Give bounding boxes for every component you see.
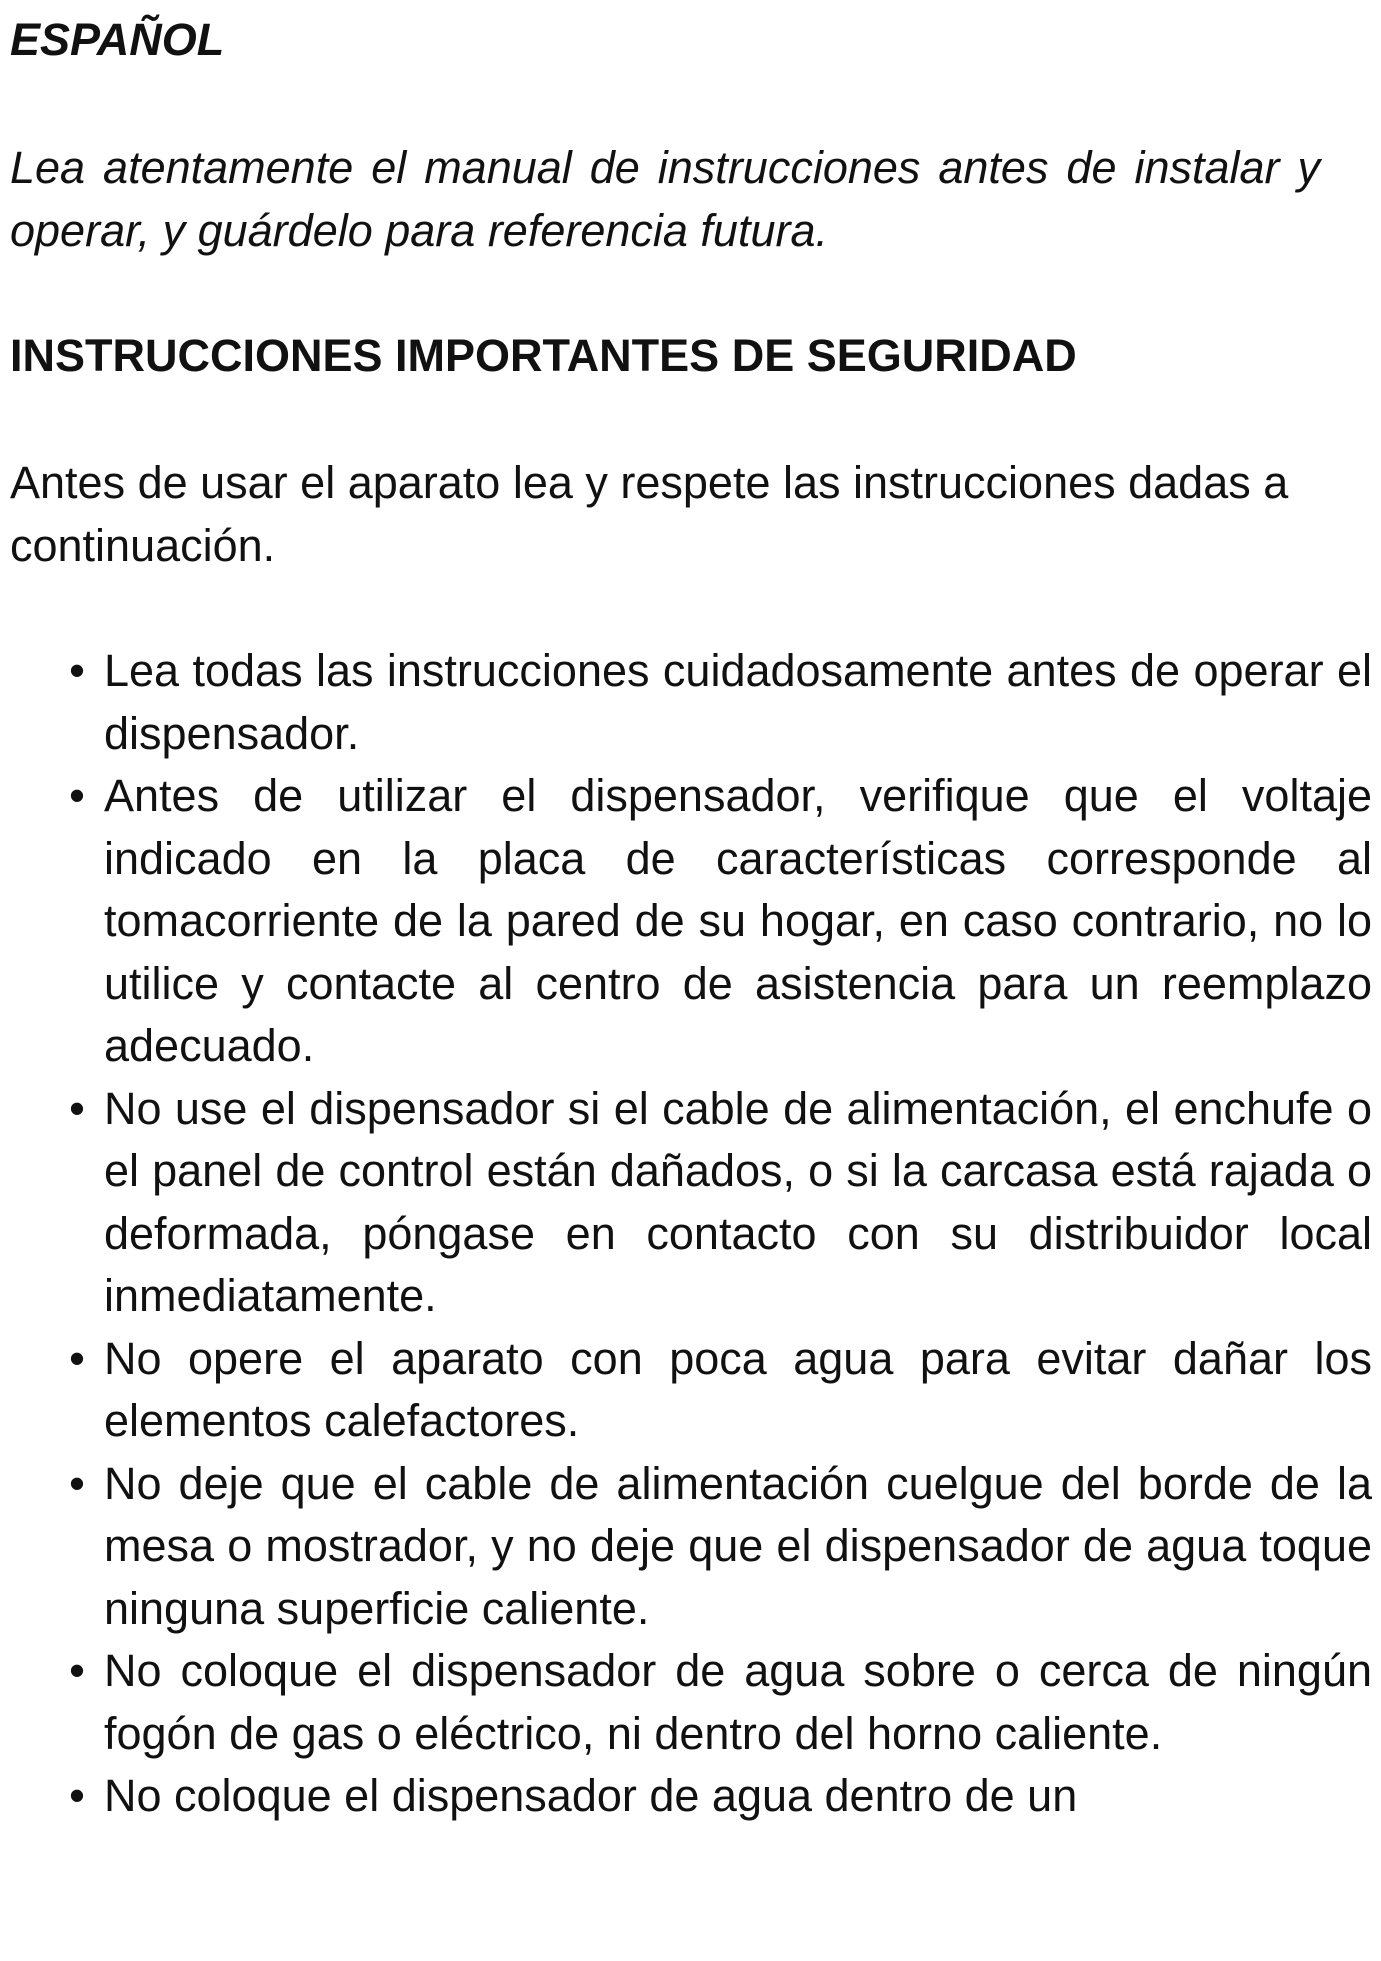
safety-instruction-item: [10, 1453, 1372, 1641]
bullet-icon: •: [69, 1770, 85, 1821]
safety-lead-paragraph: Antes de usar el aparato lea y respete las instrucciones dadas a continuación.: [10, 457, 1289, 571]
safety-section-title: INSTRUCCIONES IMPORTANTES DE SEGURIDAD: [10, 330, 1077, 381]
bullet-icon: •: [69, 1332, 85, 1384]
safety-instruction-item: [10, 1328, 1372, 1453]
safety-instruction-text: No deje que el cable de alimentación cuelgue del borde de la mesa o mostrador, y no deje que el dispensador de agua toque ninguna superficie caliente.: [104, 1457, 1372, 1634]
safety-instruction-item: [10, 640, 1372, 765]
safety-instruction-text: No opere el aparato con poca agua para evitar dañar los elementos calefactores.: [104, 1332, 1372, 1446]
safety-instruction-item: [10, 765, 1372, 1078]
bullet-icon: •: [69, 1457, 85, 1509]
bullet-icon: •: [69, 1082, 85, 1134]
safety-instruction-item: [10, 1640, 1372, 1765]
bullet-icon: •: [69, 1645, 85, 1696]
safety-instruction-text: No coloque el dispensador de agua sobre o cerca de ningún fogón de gas o eléctrico, ni dentro del horno caliente.: [104, 1645, 1372, 1759]
bullet-icon: •: [69, 645, 85, 696]
safety-instruction-text: Lea todas las instrucciones cuidadosamente antes de operar el dispensador.: [104, 645, 1372, 759]
bullet-icon: •: [69, 770, 85, 821]
safety-instruction-text: No coloque el dispensador de agua dentro de un: [104, 1770, 1078, 1821]
intro-paragraph: Lea atentamente el manual de instrucciones antes de instalar y operar, y guárdelo para referencia futura.: [10, 142, 1320, 256]
language-heading: ESPAÑOL: [10, 14, 225, 65]
safety-instructions-list: [10, 640, 1372, 1828]
safety-instruction-item: [10, 1078, 1372, 1328]
safety-instruction-item: [10, 1765, 1372, 1828]
safety-instruction-text: No use el dispensador si el cable de alimentación, el enchufe o el panel de control están dañados, o si la carcasa está rajada o deformada, póngase en contacto con su distribuidor local inmediatamente.: [104, 1082, 1372, 1321]
safety-instruction-text: Antes de utilizar el dispensador, verifique que el voltaje indicado en la placa de características corresponde al tomacorriente de la pared de su hogar, en caso contrario, no lo utilice y contacte al centro de asistencia para un reemplazo adecuado.: [104, 770, 1372, 1071]
